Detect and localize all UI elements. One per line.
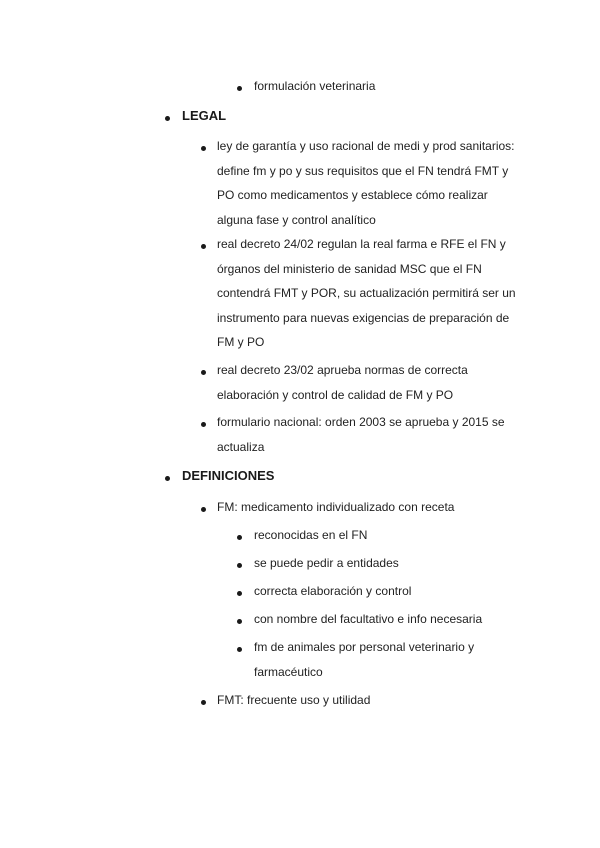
list-item	[254, 80, 554, 99]
list-item	[217, 501, 517, 520]
list-item-text: real decreto 24/02 regulan la real farma e RFE el FN y órganos del ministerio de sanidad MSC que el FN contendrá FMT y POR, su actualización permitirá ser un instrumento para nuevas exigencias de preparación de FM y PO	[217, 237, 516, 349]
list-item-text: con nombre del facultativo e info necesaria	[254, 612, 483, 626]
bullet	[165, 476, 170, 481]
bullet	[237, 535, 242, 540]
bullet	[201, 700, 206, 705]
list-item	[254, 557, 514, 576]
list-item	[254, 529, 514, 548]
bullet	[201, 422, 206, 427]
list-item-text: FMT: frecuente uso y utilidad	[217, 693, 371, 707]
bullet	[237, 591, 242, 596]
list-item-text: formulario nacional: orden 2003 se aprueba y 2015 se actualiza	[217, 415, 505, 454]
bullet	[237, 647, 242, 652]
bullet	[237, 563, 242, 568]
list-item	[217, 694, 517, 713]
bullet	[237, 86, 242, 91]
list-item-text: formulación veterinaria	[254, 79, 376, 93]
bullet	[165, 116, 170, 121]
list-item-text: se puede pedir a entidades	[254, 556, 399, 570]
list-item	[217, 238, 522, 355]
section-heading-definiciones	[182, 470, 482, 485]
bullet	[237, 619, 242, 624]
bullet	[201, 146, 206, 151]
list-item	[217, 140, 522, 232]
section-heading-legal	[182, 110, 482, 125]
list-item	[217, 416, 517, 459]
list-item-text: fm de animales por personal veterinario y farmacéutico	[254, 640, 475, 679]
list-item-text: ley de garantía y uso racional de medi y prod sanitarios: define fm y po y sus requisitos que el FN tendrá FMT y PO como medicamentos y establece cómo realizar alguna fase y control analítico	[217, 139, 515, 227]
list-item-text: reconocidas en el FN	[254, 528, 368, 542]
list-item-text: FM: medicamento individualizado con receta	[217, 500, 455, 514]
list-item	[217, 364, 517, 407]
bullet	[201, 507, 206, 512]
heading-text: LEGAL	[182, 108, 227, 123]
list-item-text: correcta elaboración y control	[254, 584, 412, 598]
bullet	[201, 370, 206, 375]
list-item	[254, 585, 514, 604]
list-item	[254, 641, 494, 684]
bullet	[201, 244, 206, 249]
list-item	[254, 613, 524, 632]
heading-text: DEFINICIONES	[182, 468, 275, 483]
list-item-text: real decreto 23/02 aprueba normas de correcta elaboración y control de calidad de FM y PO	[217, 363, 468, 402]
